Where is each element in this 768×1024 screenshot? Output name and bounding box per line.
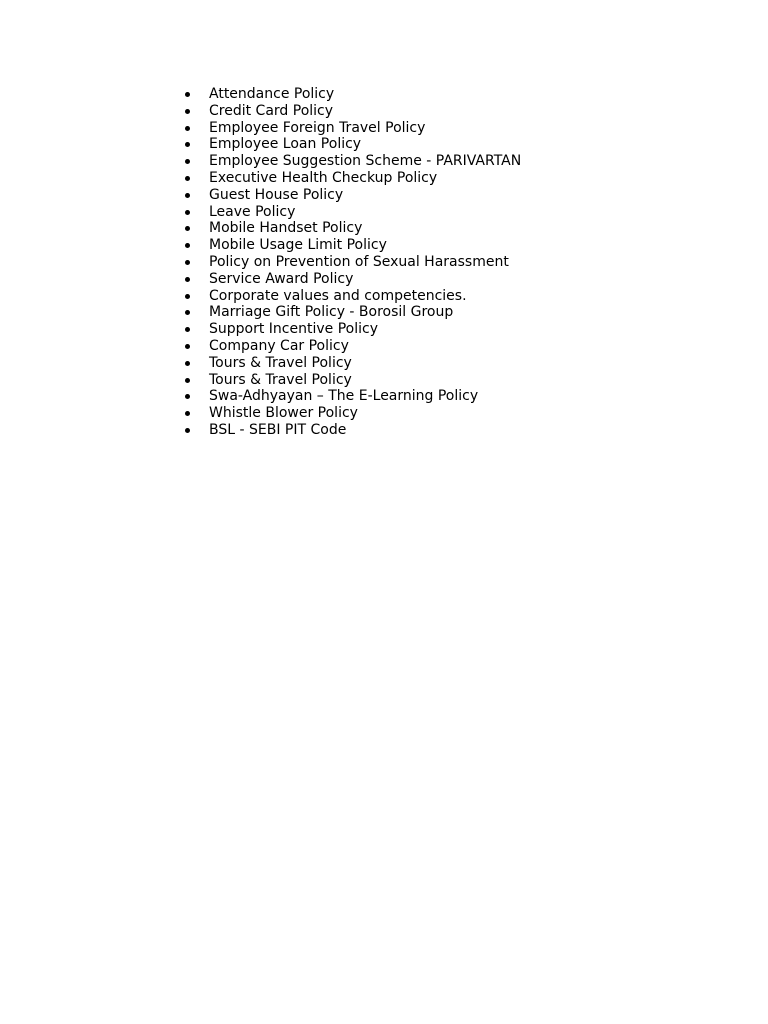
bullet-icon (185, 260, 190, 265)
policy-link[interactable]: Employee Loan Policy (209, 136, 362, 153)
policy-link[interactable]: Corporate values and competencies. (209, 287, 467, 304)
list-item (183, 271, 521, 288)
bullet-icon (185, 378, 190, 383)
policy-link[interactable]: Swa-Adhyayan – The E-Learning Policy (209, 388, 479, 405)
list-item (183, 237, 521, 254)
bullet-icon (185, 109, 190, 114)
bullet-icon (185, 344, 190, 349)
policy-link[interactable]: Support Incentive Policy (209, 321, 378, 338)
bullet-icon (185, 277, 190, 282)
bullet-icon (185, 294, 190, 299)
policy-list (183, 86, 521, 439)
bullet-icon (185, 361, 190, 366)
list-item (183, 136, 521, 153)
list-item (183, 338, 521, 355)
bullet-icon (185, 193, 190, 198)
policy-link[interactable]: Mobile Handset Policy (209, 220, 363, 237)
policy-link[interactable]: Tours & Travel Policy (209, 354, 352, 371)
list-item (183, 422, 521, 439)
policy-link[interactable]: Credit Card Policy (209, 102, 334, 119)
list-item (183, 388, 521, 405)
policy-link[interactable]: Employee Foreign Travel Policy (209, 119, 426, 136)
list-item (183, 187, 521, 204)
list-item (183, 254, 521, 271)
policy-link[interactable]: Mobile Usage Limit Policy (209, 237, 387, 254)
policy-link[interactable]: Guest House Policy (209, 186, 344, 203)
policy-link[interactable]: Tours & Travel Policy (209, 371, 352, 388)
list-item (183, 170, 521, 187)
list-item (183, 153, 521, 170)
policy-link[interactable]: Executive Health Checkup Policy (209, 169, 438, 186)
bullet-icon (185, 159, 190, 164)
list-item (183, 405, 521, 422)
policy-link[interactable]: Attendance Policy (209, 86, 335, 102)
list-item (183, 355, 521, 372)
list-item (183, 120, 521, 137)
bullet-icon (185, 142, 190, 147)
policy-link[interactable]: Employee Suggestion Scheme - PARIVARTAN (209, 153, 522, 170)
bullet-icon (185, 428, 190, 433)
bullet-icon (185, 210, 190, 215)
bullet-icon (185, 411, 190, 416)
list-item (183, 103, 521, 120)
list-item (183, 321, 521, 338)
bullet-icon (185, 394, 190, 399)
list-item (183, 220, 521, 237)
bullet-icon (185, 243, 190, 248)
policy-link[interactable]: Policy on Prevention of Sexual Harassment (209, 253, 509, 270)
list-item (183, 86, 521, 103)
list-item (183, 204, 521, 221)
policy-link[interactable]: Leave Policy (209, 203, 296, 220)
bullet-icon (185, 310, 190, 315)
list-item (183, 372, 521, 389)
bullet-icon (185, 226, 190, 231)
policy-link[interactable]: Whistle Blower Policy (209, 405, 358, 422)
policy-link[interactable]: BSL - SEBI PIT Code (209, 421, 347, 438)
policy-link[interactable]: Marriage Gift Policy - Borosil Group (209, 304, 454, 321)
list-item (183, 288, 521, 305)
bullet-icon (185, 176, 190, 181)
policy-link[interactable]: Service Award Policy (209, 270, 354, 287)
list-item (183, 304, 521, 321)
bullet-icon (185, 327, 190, 332)
bullet-icon (185, 126, 190, 131)
bullet-icon (185, 92, 190, 97)
policy-link[interactable]: Company Car Policy (209, 337, 349, 354)
